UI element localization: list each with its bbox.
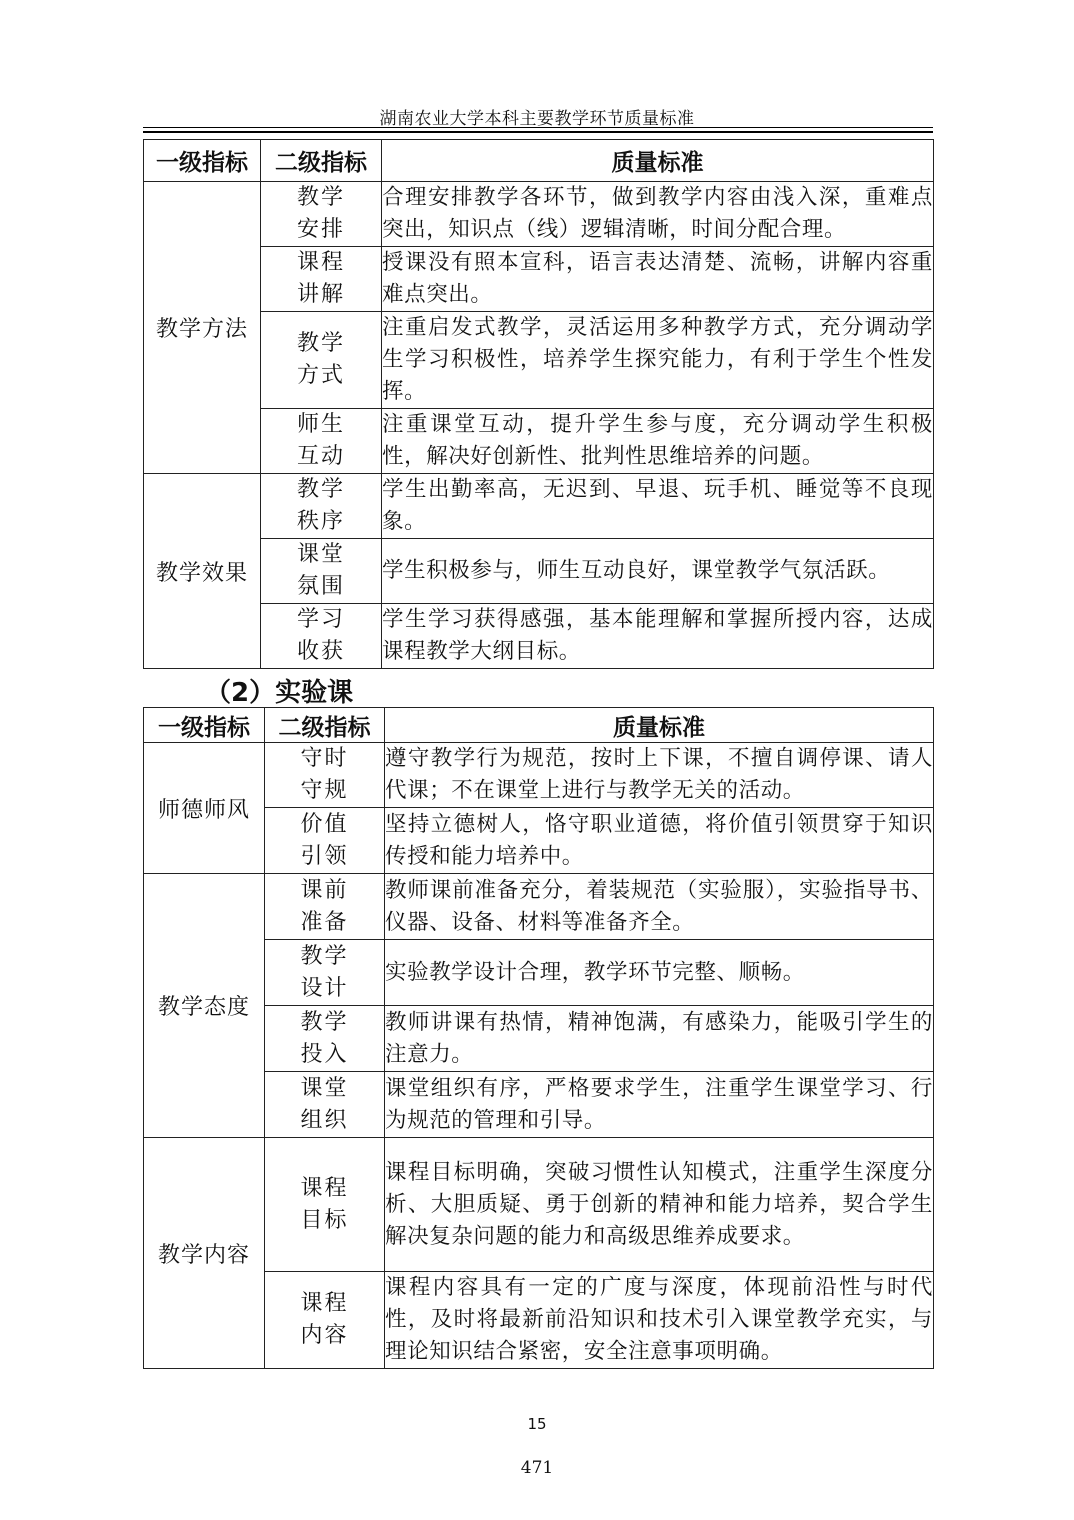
- level2-cell: 教学 方式: [261, 312, 382, 409]
- table-row: [144, 182, 934, 247]
- level2-cell: 课程 讲解: [261, 247, 382, 312]
- col-header-level2: 二级指标: [265, 708, 385, 743]
- quality-table-2: [143, 707, 934, 1369]
- page-number-secondary: 471: [520, 1458, 554, 1478]
- page-number: 15: [527, 1415, 547, 1433]
- standard-cell: 注重启发式教学，灵活运用多种教学方式，充分调动学生学习积极性，培养学生探究能力，有利于学生个性发挥。: [382, 312, 934, 409]
- col-header-standard: 质量标准: [382, 140, 934, 182]
- running-header: 湖南农业大学本科主要教学环节质量标准: [379, 109, 695, 129]
- section-title: （2）实验课: [205, 678, 354, 708]
- standard-cell: 学生积极参与，师生互动良好，课堂教学气氛活跃。: [382, 539, 934, 604]
- level2-cell: 课程 目标: [265, 1138, 385, 1272]
- table-header-row: [144, 708, 934, 743]
- standard-cell: 教师讲课有热情，精神饱满，有感染力，能吸引学生的注意力。: [385, 1006, 934, 1072]
- table-row: [144, 604, 934, 669]
- standard-cell: 课程目标明确，突破习惯性认知模式，注重学生深度分析、大胆质疑、勇于创新的精神和能力培养，契合学生解决复杂问题的能力和高级思维养成要求。: [385, 1138, 934, 1272]
- standard-cell: 合理安排教学各环节，做到教学内容由浅入深，重难点突出，知识点（线）逻辑清晰，时间分配合理。: [382, 182, 934, 247]
- table-row: [144, 312, 934, 409]
- standard-cell: 学生出勤率高，无迟到、早退、玩手机、睡觉等不良现象。: [382, 474, 934, 539]
- col-header-level1: 一级指标: [144, 140, 261, 182]
- table-row: [144, 743, 934, 808]
- level2-cell: 教学 投入: [265, 1006, 385, 1072]
- standard-cell: 注重课堂互动，提升学生参与度，充分调动学生积极性，解决好创新性、批判性思维培养的问题。: [382, 409, 934, 474]
- level2-cell: 教学 设计: [265, 940, 385, 1006]
- table-row: [144, 874, 934, 940]
- table-row: [144, 539, 934, 604]
- level1-cell: 教学效果: [144, 474, 261, 669]
- quality-table-1: [143, 139, 934, 669]
- standard-cell: 学生学习获得感强，基本能理解和掌握所授内容，达成课程教学大纲目标。: [382, 604, 934, 669]
- table-row: [144, 247, 934, 312]
- level1-cell: 教学方法: [144, 182, 261, 474]
- standard-cell: 实验教学设计合理，教学环节完整、顺畅。: [385, 940, 934, 1006]
- standard-cell: 授课没有照本宣科，语言表达清楚、流畅，讲解内容重难点突出。: [382, 247, 934, 312]
- level2-cell: 学习 收获: [261, 604, 382, 669]
- level2-cell: 师生 互动: [261, 409, 382, 474]
- header-rule-thick: [143, 131, 933, 133]
- level2-cell: 价值 引领: [265, 808, 385, 874]
- level2-cell: 守时 守规: [265, 743, 385, 808]
- col-header-level1: 一级指标: [144, 708, 265, 743]
- standard-cell: 坚持立德树人，恪守职业道德，将价值引领贯穿于知识传授和能力培养中。: [385, 808, 934, 874]
- standard-cell: 教师课前准备充分，着装规范（实验服），实验指导书、仪器、设备、材料等准备齐全。: [385, 874, 934, 940]
- level2-cell: 教学 安排: [261, 182, 382, 247]
- table-row: [144, 409, 934, 474]
- level2-cell: 课堂 氛围: [261, 539, 382, 604]
- table-header-row: [144, 140, 934, 182]
- level1-cell: 教学态度: [144, 874, 265, 1138]
- col-header-level2: 二级指标: [261, 140, 382, 182]
- col-header-standard: 质量标准: [385, 708, 934, 743]
- standard-cell: 课堂组织有序，严格要求学生，注重学生课堂学习、行为规范的管理和引导。: [385, 1072, 934, 1138]
- level2-cell: 课前 准备: [265, 874, 385, 940]
- standard-cell: 遵守教学行为规范，按时上下课，不擅自调停课、请人代课；不在课堂上进行与教学无关的活动。: [385, 743, 934, 808]
- level2-cell: 课堂 组织: [265, 1072, 385, 1138]
- level2-cell: 课程 内容: [265, 1272, 385, 1369]
- table-row: [144, 1138, 934, 1272]
- level1-cell: 教学内容: [144, 1138, 265, 1369]
- standard-cell: 课程内容具有一定的广度与深度，体现前沿性与时代性，及时将最新前沿知识和技术引入课堂教学充实，与理论知识结合紧密，安全注意事项明确。: [385, 1272, 934, 1369]
- table-row: [144, 474, 934, 539]
- level1-cell: 师德师风: [144, 743, 265, 874]
- level2-cell: 教学 秩序: [261, 474, 382, 539]
- header-rule: [143, 127, 933, 128]
